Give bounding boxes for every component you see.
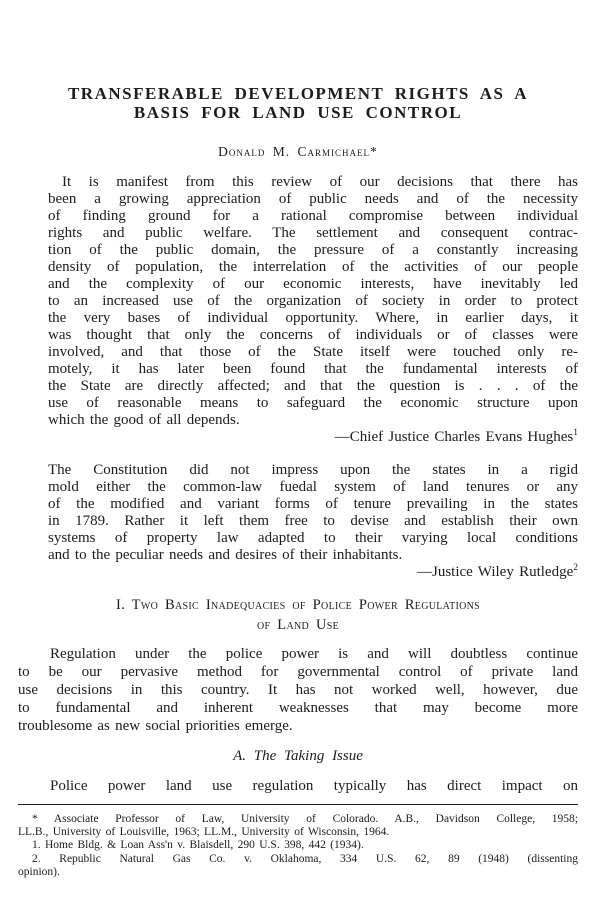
text-line: and the complexity of our economic interests, have inevitably led xyxy=(48,276,578,292)
text-line: 2. Republic Natural Gas Co. v. Oklahoma, 334 U.S. 62, 89 (1948) (dissenting xyxy=(32,852,578,865)
section-heading-line-2: of Land Use xyxy=(257,617,339,633)
text-line: mold either the common-law fuedal system of land tenures or any xyxy=(48,479,578,495)
text-line: density of population, the interrelation of the activities of our people xyxy=(48,259,578,275)
text-line: the very bases of individual opportunity. Where, in earlier days, it xyxy=(48,310,578,326)
text-line: to an increased use of the organization of society in order to protect xyxy=(48,293,578,309)
attribution-text: —Chief Justice Charles Evans Hughes xyxy=(334,429,574,445)
subsection-opening-line: Police power land use regulation typically has direct impact on xyxy=(50,778,578,794)
text-line: systems of property law adapted to their varying local conditions xyxy=(48,530,578,546)
text-line: was thought that only the concerns of individuals or of classes were xyxy=(48,327,578,343)
text-line: of the modified and variant forms of tenure prevailing in the states xyxy=(48,496,578,512)
section-heading-line-1: I. Two Basic Inadequacies of Police Power Regulations xyxy=(115,597,481,613)
footnote-marker-2: 2 xyxy=(573,563,578,573)
section-paragraph xyxy=(18,645,578,735)
article-title-line-2: BASIS FOR LAND USE CONTROL xyxy=(133,103,463,122)
footnote-separator-rule xyxy=(18,804,578,805)
text-line: been a growing appreciation of public needs and of the necessity xyxy=(48,191,578,207)
text-line: Regulation under the police power is and will doubtless continue xyxy=(50,646,578,662)
text-line: opinion). xyxy=(18,865,60,878)
text-line: troublesome as new social priorities emerge. xyxy=(18,718,293,734)
author-byline: Donald M. Carmichael* xyxy=(218,144,378,159)
text-line: rights and public welfare. The settlement and consequent contrac- xyxy=(48,225,578,241)
epigraph-rutledge xyxy=(48,462,578,564)
article-title-line-1: TRANSFERABLE DEVELOPMENT RIGHTS AS A xyxy=(67,84,529,103)
text-line: motely, it has later been found that the fundamental interests of xyxy=(48,361,578,377)
epigraph-rutledge-attribution xyxy=(48,564,578,581)
subsection-heading: A. The Taking Issue xyxy=(233,748,363,764)
text-line: * Associate Professor of Law, University of Colorado. A.B., Davidson College, 1958; xyxy=(32,813,578,825)
text-line: LL.B., University of Louisville, 1963; LL.M., University of Wisconsin, 1964. xyxy=(18,826,390,839)
text-line: and to the peculiar needs and desires of their inhabitants. xyxy=(48,547,403,563)
footnote-2 xyxy=(18,853,578,879)
text-line: It is manifest from this review of our decisions that there has xyxy=(62,174,578,190)
attribution-text: —Justice Wiley Rutledge xyxy=(416,564,574,580)
text-line: tion of the public domain, the pressure of a constantly increasing xyxy=(48,242,578,258)
section-heading xyxy=(18,595,578,635)
page-content xyxy=(18,0,578,879)
text-line: which the good of all depends. xyxy=(48,412,240,428)
footnote-author-note xyxy=(18,813,578,839)
text-line: in 1789. Rather it left them free to devise and establish their own xyxy=(48,513,578,529)
text-line: the State are directly affected; and that the question is . . . of the xyxy=(48,378,578,394)
epigraph-hughes-attribution xyxy=(48,429,578,446)
text-line: 1. Home Bldg. & Loan Ass'n v. Blaisdell, 290 U.S. 398, 442 (1934). xyxy=(32,839,364,852)
text-line: to be our pervasive method for governmental control of private land xyxy=(18,664,578,680)
epigraph-hughes xyxy=(48,174,578,429)
text-line: The Constitution did not impress upon the states in a rigid xyxy=(48,462,578,478)
footnote-1 xyxy=(18,839,578,852)
text-line: use decisions in this country. It has not worked well, however, due xyxy=(18,682,578,698)
text-line: to fundamental and inherent weaknesses that may become more xyxy=(18,700,578,716)
text-line: of finding ground for a rational compromise between individual xyxy=(48,208,578,224)
text-line: use of reasonable means to safeguard the economic structure upon xyxy=(48,395,578,411)
footnote-marker-1: 1 xyxy=(573,428,578,438)
text-line: involved, and that those of the State itself were touched only re- xyxy=(48,344,578,360)
article-title xyxy=(18,84,578,122)
footnotes xyxy=(18,813,578,879)
